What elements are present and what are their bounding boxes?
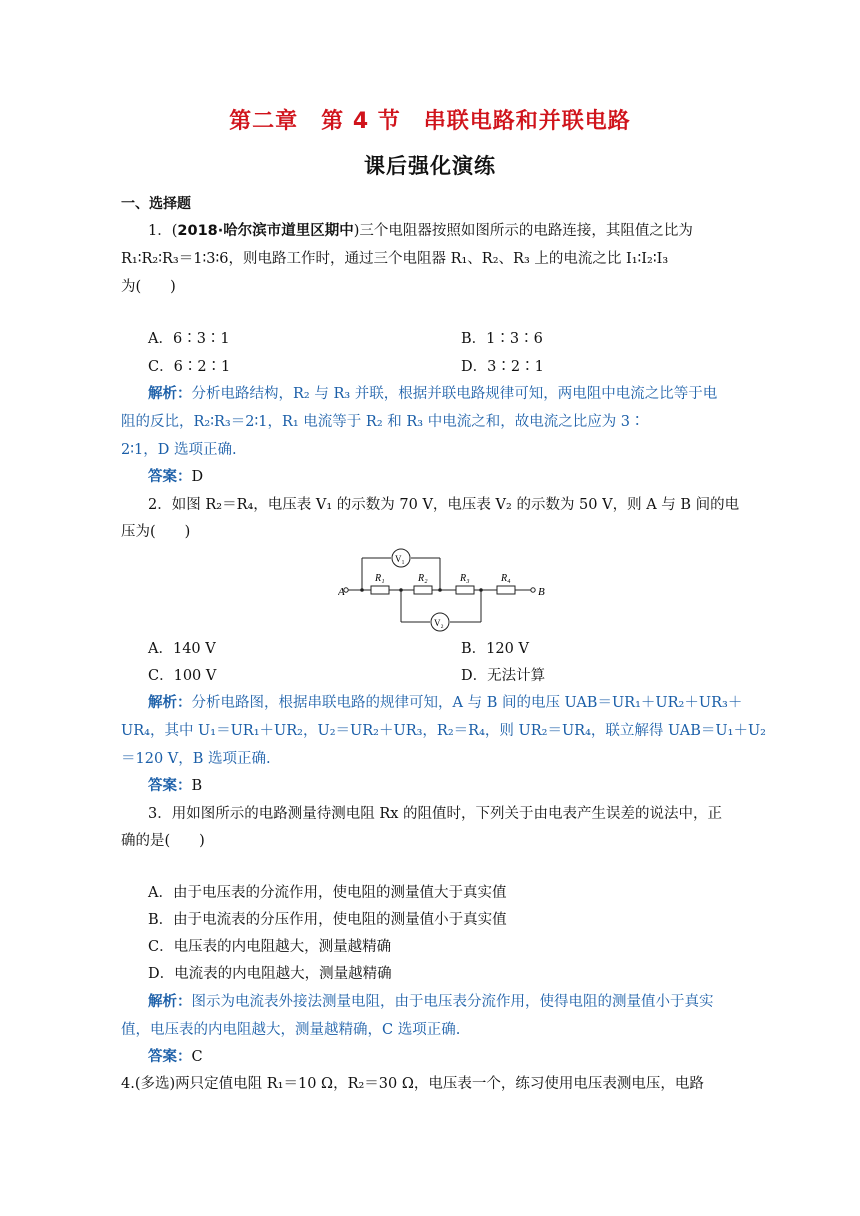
q2-line-1: 2．如图 R₂＝R₄，电压表 V₁ 的示数为 70 V，电压表 V₂ 的示数为 50 V，则 A 与 B 间的电 (148, 497, 740, 513)
resistor-r2 (414, 586, 432, 594)
answer-label: 答案： (148, 469, 192, 485)
q2-analysis-line-3: ＝120 V，B 选项正确. (121, 751, 271, 767)
resistor-r1 (371, 586, 389, 594)
label-r2: R₂ (418, 573, 428, 584)
page-subtitle: 课后强化演练 (364, 154, 496, 178)
page-title: 第二章 第 4 节 串联电路和并联电路 (229, 109, 631, 134)
q1-analysis-line-3: 2∶1，D 选项正确. (121, 442, 237, 458)
label-v1: V₁ (395, 554, 405, 564)
q3-option-d: D．电流表的内电阻越大，测量越精确 (148, 966, 392, 982)
resistor-r4 (497, 586, 515, 594)
q2-line-2: 压为( ) (121, 524, 191, 540)
q2-analysis-line-1: 解析：分析电路图，根据串联电路的规律可知，A 与 B 间的电压 UAB＝UR₁＋UR₂＋UR₃＋ (148, 695, 743, 711)
terminal-b (531, 588, 535, 592)
q1-option-a: A．6∶3∶1 (148, 331, 230, 347)
q3-line-2: 确的是( ) (121, 833, 205, 849)
q3-analysis-line-1: 解析：图示为电流表外接法测量电阻，由于电压表分流作用，使得电阻的测量值小于真实 (148, 994, 714, 1010)
q3-option-a: A．由于电压表的分流作用，使电阻的测量值大于真实值 (148, 885, 507, 901)
analysis-label: 解析： (148, 994, 192, 1010)
q1-analysis-line-1: 解析：分析电路结构，R₂ 与 R₃ 并联，根据并联电路规律可知，两电阻中电流之比等于电 (148, 386, 718, 402)
resistor-r3 (456, 586, 474, 594)
label-b: B (538, 586, 545, 598)
section-heading: 一、选择题 (121, 196, 191, 212)
q1-answer: 答案：D (148, 469, 204, 485)
q1-line-1: 1．(2018·哈尔滨市道里区期中)三个电阻器按照如图所示的电路连接，其阻值之比为 (148, 223, 693, 239)
q1-source: 2018·哈尔滨市道里区期中 (177, 223, 354, 239)
q3-answer: 答案：C (148, 1049, 203, 1065)
q1-line-3: 为( ) (121, 279, 176, 295)
q1-option-d: D．3∶2∶1 (461, 359, 544, 375)
q1-analysis-line-2: 阻的反比，R₂∶R₃＝2∶1，R₁ 电流等于 R₂ 和 R₃ 中电流之和，故电流之比应为 3∶ (121, 414, 645, 430)
analysis-label: 解析： (148, 386, 192, 402)
answer-label: 答案： (148, 778, 192, 794)
q2-option-b: B．120 V (461, 641, 529, 657)
answer-label: 答案： (148, 1049, 192, 1065)
q4-line-1: 4.(多选)两只定值电阻 R₁＝10 Ω，R₂＝30 Ω，电压表一个，练习使用电压表测电压，电路 (121, 1076, 704, 1092)
circuit-diagram (338, 546, 552, 632)
q3-line-1: 3．用如图所示的电路测量待测电阻 Rx 的阻值时，下列关于由电表产生误差的说法中，正 (148, 806, 723, 822)
label-v2: V₂ (434, 618, 444, 628)
analysis-label: 解析： (148, 695, 192, 711)
q2-analysis-line-2: UR₄，其中 U₁＝UR₁＋UR₂，U₂＝UR₂＋UR₃，R₂＝R₄，则 UR₂＝UR₄，联立解得 UAB＝U₁＋U₂ (121, 723, 766, 739)
q3-analysis-line-2: 值，电压表的内电阻越大，测量越精确，C 选项正确. (121, 1022, 461, 1038)
q1-option-b: B．1∶3∶6 (461, 331, 543, 347)
q2-answer: 答案：B (148, 778, 203, 794)
label-r3: R₃ (460, 573, 470, 584)
q1-line-2: R₁∶R₂∶R₃＝1∶3∶6，则电路工作时，通过三个电阻器 R₁、R₂、R₃ 上的电流之比 I₁∶I₂∶I₃ (121, 251, 669, 267)
label-r1: R₁ (375, 573, 385, 584)
label-a: A (338, 586, 345, 598)
q3-option-b: B．由于电流表的分压作用，使电阻的测量值小于真实值 (148, 912, 507, 928)
label-r4: R₄ (501, 573, 511, 584)
q3-option-c: C．电压表的内电阻越大，测量越精确 (148, 939, 392, 955)
q2-option-c: C．100 V (148, 668, 217, 684)
q2-option-d: D．无法计算 (461, 668, 546, 684)
q1-option-c: C．6∶2∶1 (148, 359, 231, 375)
q2-option-a: A．140 V (148, 641, 216, 657)
